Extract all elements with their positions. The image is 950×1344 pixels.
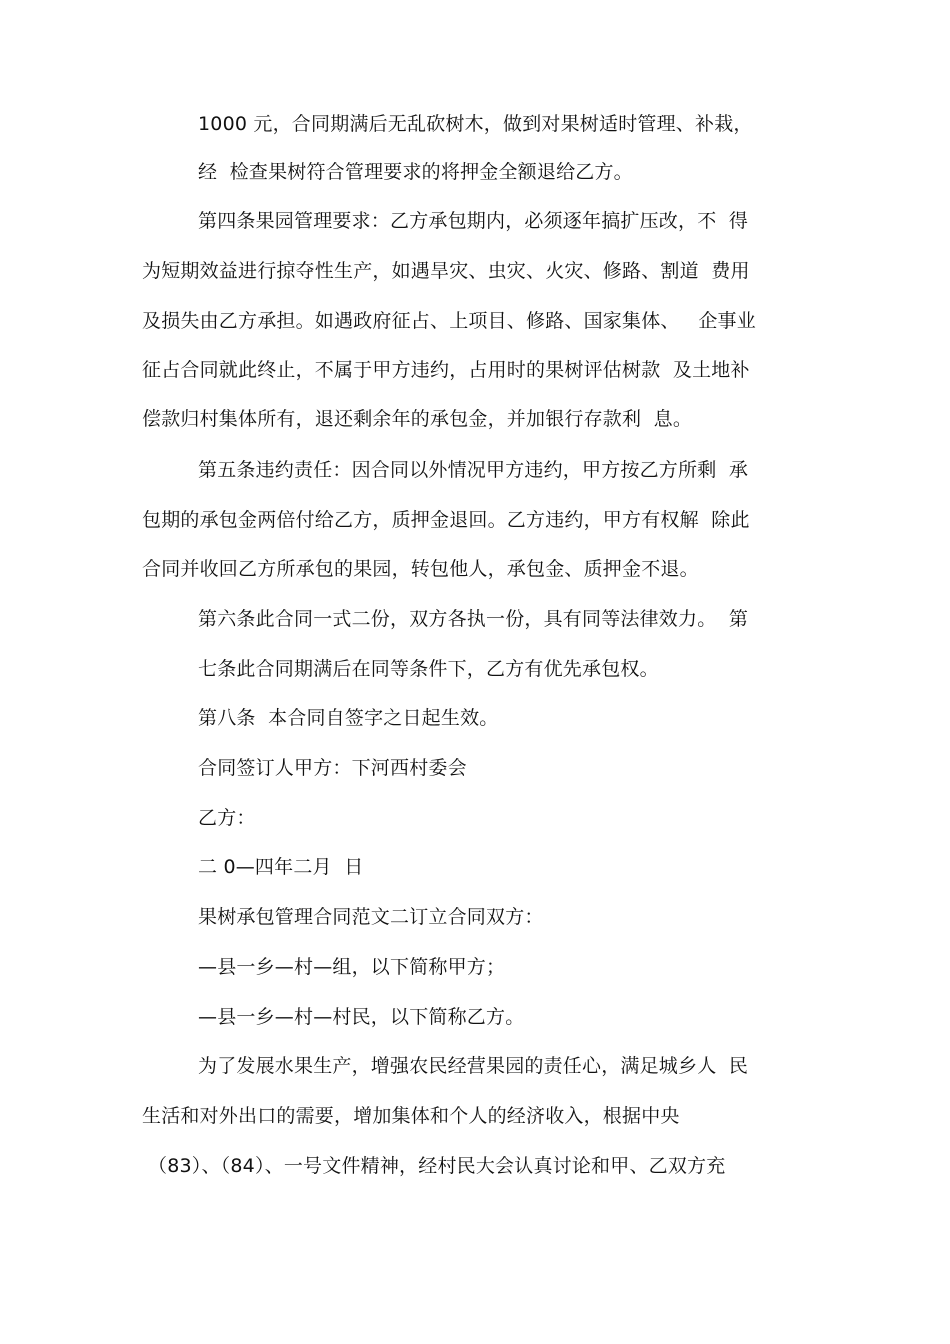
text-line: 合同签订人甲方：下河西村委会 [198,757,467,779]
text-line: 及损失由乙方承担。如遇政府征占、上项目、修路、国家集体、 企事业 [142,310,756,332]
text-line: —县一乡—村—组，以下简称甲方； [198,956,506,978]
text-line: 征占合同就此终止，不属于甲方违约，占用时的果树评估树款 及土地补 [142,359,750,381]
text-line: 第六条此合同一式二份，双方各执一份，具有同等法律效力。 第 [198,608,749,630]
text-line: 包期的承包金两倍付给乙方，质押金退回。乙方违约，甲方有权解 除此 [142,509,750,531]
text-line: 为了发展水果生产，增强农民经营果园的责任心，满足城乡人 民 [198,1055,749,1077]
text-line: 合同并收回乙方所承包的果园，转包他人，承包金、质押金不退。 [142,558,699,580]
text-line: 偿款归村集体所有，退还剩余年的承包金，并加银行存款利 息。 [142,408,693,430]
text-line: 乙方： [198,807,256,829]
text-line: 第四条果园管理要求：乙方承包期内，必须逐年搞扩压改，不 得 [198,210,749,232]
text-line: （83）、（84）、一号文件精神，经村民大会认真讨论和甲、乙双方充 [148,1155,726,1177]
text-line: 第八条 本合同自签字之日起生效。 [198,707,499,729]
text-line: 1000 元，合同期满后无乱砍树木，做到对果树适时管理、补栽， [198,113,753,135]
text-line: 二 0—四年二月 日 [198,856,364,878]
text-line: 第五条违约责任：因合同以外情况甲方违约，甲方按乙方所剩 承 [198,459,749,481]
text-line: —县一乡—村—村民，以下简称乙方。 [198,1006,525,1028]
text-line: 果树承包管理合同范文二订立合同双方： [198,906,544,928]
text-line: 经 检查果树符合管理要求的将押金全额退给乙方。 [198,161,633,183]
text-line: 为短期效益进行掠夺性生产，如遇旱灾、虫灾、火灾、修路、割道 费用 [142,260,750,282]
text-line: 生活和对外出口的需要，增加集体和个人的经济收入，根据中央 [142,1105,680,1127]
text-line: 七条此合同期满后在同等条件下，乙方有优先承包权。 [198,658,659,680]
